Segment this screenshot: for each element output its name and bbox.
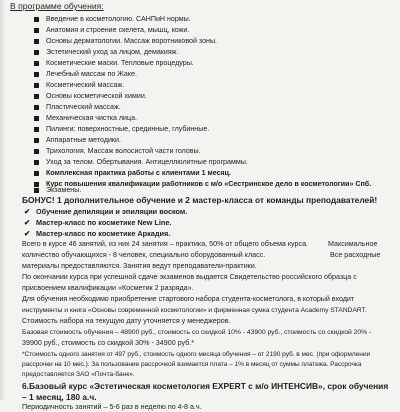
bonus-item-label: Мастер-класс по косметике New Line.: [36, 218, 172, 227]
list-item: Основы косметической химии.: [46, 92, 147, 100]
installment-line: рассрочки на 10 мес.). За пользование рассрочкой взимается плата – 1% в месяц от суммы платежа. Рассрочка: [22, 361, 362, 368]
price-line: Базовая стоимость обучения – 48900 руб., стоимость со скидкой 10% - 43900 руб., стоимость со скидкой 20% -: [22, 329, 372, 336]
next-course-schedule: Периодичность занятий – 5-6 раз в неделю по 4-8 а.ч.: [22, 403, 202, 411]
details-line: Стоимость набора на текущую дату уточняется у менеджеров.: [22, 317, 231, 325]
details-line-right: Максимальное: [328, 240, 378, 248]
list-item: Пластический массаж.: [46, 103, 121, 111]
details-line-right: Все расходные: [330, 251, 381, 259]
list-item: Лечебный массаж по Жаке.: [46, 70, 137, 78]
list-item: Пилинги: поверхностные, срединные, глубинные.: [46, 125, 210, 133]
bonus-item: [24, 207, 188, 216]
details-line: инструменты и книга «Основы современной косметологии» и фирменная сумка студента Academy STANDART.: [22, 307, 367, 314]
bonus-item-label: Обучение депиляции и эпиляции воском.: [36, 207, 188, 216]
list-item: Анатомия и строение скелета, мышц, кожи.: [46, 26, 190, 34]
details-line: присвоением квалификации «Косметик 2 разряда».: [22, 284, 194, 292]
details-line: Всего в курсе 46 занятий, из них 24 занятия – практика, 50% от общего объема курса.: [22, 240, 309, 248]
details-line: количество обучающихся - 8 человек, специально оборудованный класс.: [22, 251, 266, 259]
check-icon: ✔: [24, 207, 31, 216]
list-item: Введение в косметологию. САНПиН нормы.: [46, 15, 191, 23]
list-item: Комплексная практика работы с клиентами 1 месяц.: [46, 169, 232, 177]
list-item: Курс повышения квалификации работников с м/о «Сестринское дело в косметологии» Спб.: [46, 180, 372, 188]
bonus-item: [24, 229, 171, 238]
details-line: Для обучения необходимо приобретение стартового набора студента-косметолога, в который входит: [22, 295, 354, 303]
installment-line: *Стоимость одного занятия от 497 руб., стоимость одного месяца обучения – от 2190 руб. в мес. (при оформлении: [22, 351, 371, 358]
next-course-title: 6.Базовый курс «Эстетическая косметология EXPERT с м/о ИНТЕНСИВ», срок обучения – 1 месяц, 180 а.ч.: [22, 381, 389, 402]
list-item: Аппаратные методики.: [46, 136, 121, 144]
list-item: Эстетический уход за лицом, демакияж.: [46, 48, 179, 56]
bonus-title: БОНУС! 1 дополнительное обучение и 2 мастер-класса от команды преподавателей!: [22, 195, 378, 205]
list-item-label: Экзамены.: [46, 186, 82, 194]
scan-edge-shadow: [0, 0, 6, 400]
check-icon: ✔: [24, 218, 31, 227]
list-item-exams: [46, 186, 81, 195]
bonus-item-label: Мастер-класс по косметике Аркадия.: [36, 229, 171, 238]
list-item: Косметические маски. Тепловые процедуры.: [46, 59, 194, 67]
list-item: Косметический массаж.: [46, 81, 125, 89]
bonus-item: [24, 218, 172, 227]
price-line: 39900 руб., стоимость со скидкой 30% - 34900 руб.*: [22, 339, 195, 347]
details-line: материалы предоставляются. Занятия ведут преподаватели-практики.: [22, 262, 257, 270]
installment-line: предоставляется ЗАО «Почта-банк».: [22, 371, 135, 378]
list-item: Уход за телом. Обертывания. Антицеллюлитные программы.: [46, 158, 248, 166]
list-item: Трихология. Массаж волосистой части головы.: [46, 147, 201, 155]
check-icon: ✔: [24, 229, 31, 238]
details-line: По окончании курса при успешной сдаче экзаменов выдается Свидетельство российского образца с: [22, 273, 357, 281]
list-item: Основы дерматологии. Массаж воротниковой зоны.: [46, 37, 218, 45]
list-item: Механическая чистка лица.: [46, 114, 137, 122]
bullet-icon: [34, 188, 39, 193]
program-heading: В программе обучения:: [10, 1, 104, 11]
